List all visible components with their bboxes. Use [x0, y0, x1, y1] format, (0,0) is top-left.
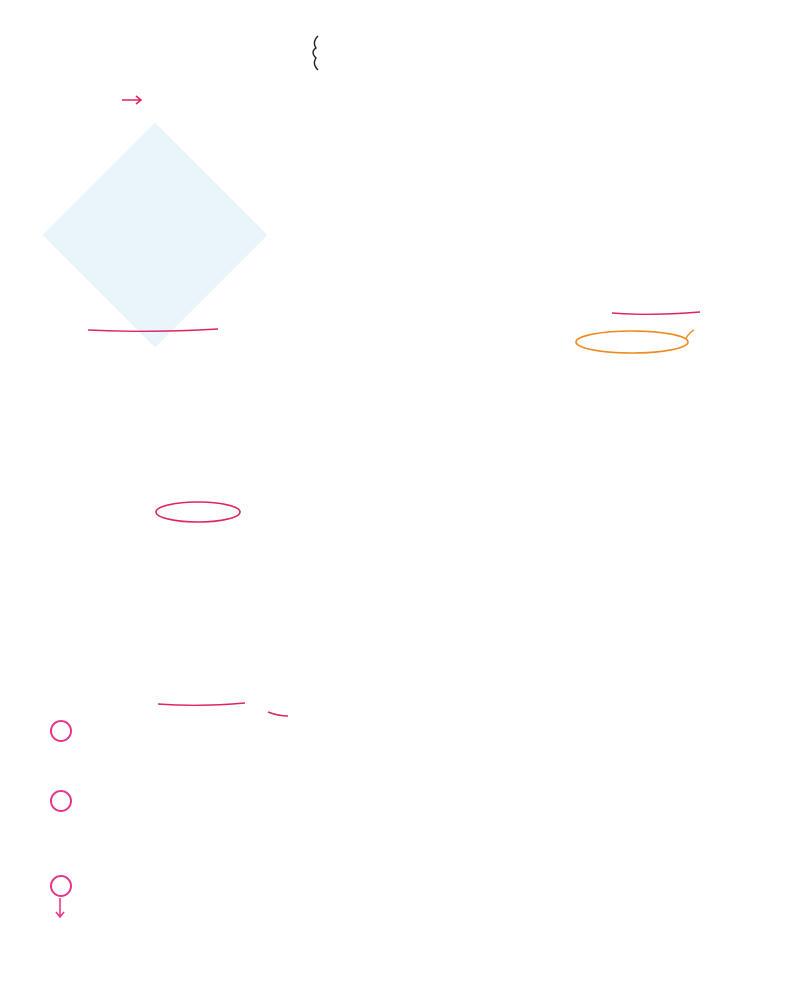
circled-number-3 — [50, 875, 72, 897]
circled-number-2 — [50, 790, 72, 812]
circled-number-1 — [50, 720, 72, 742]
